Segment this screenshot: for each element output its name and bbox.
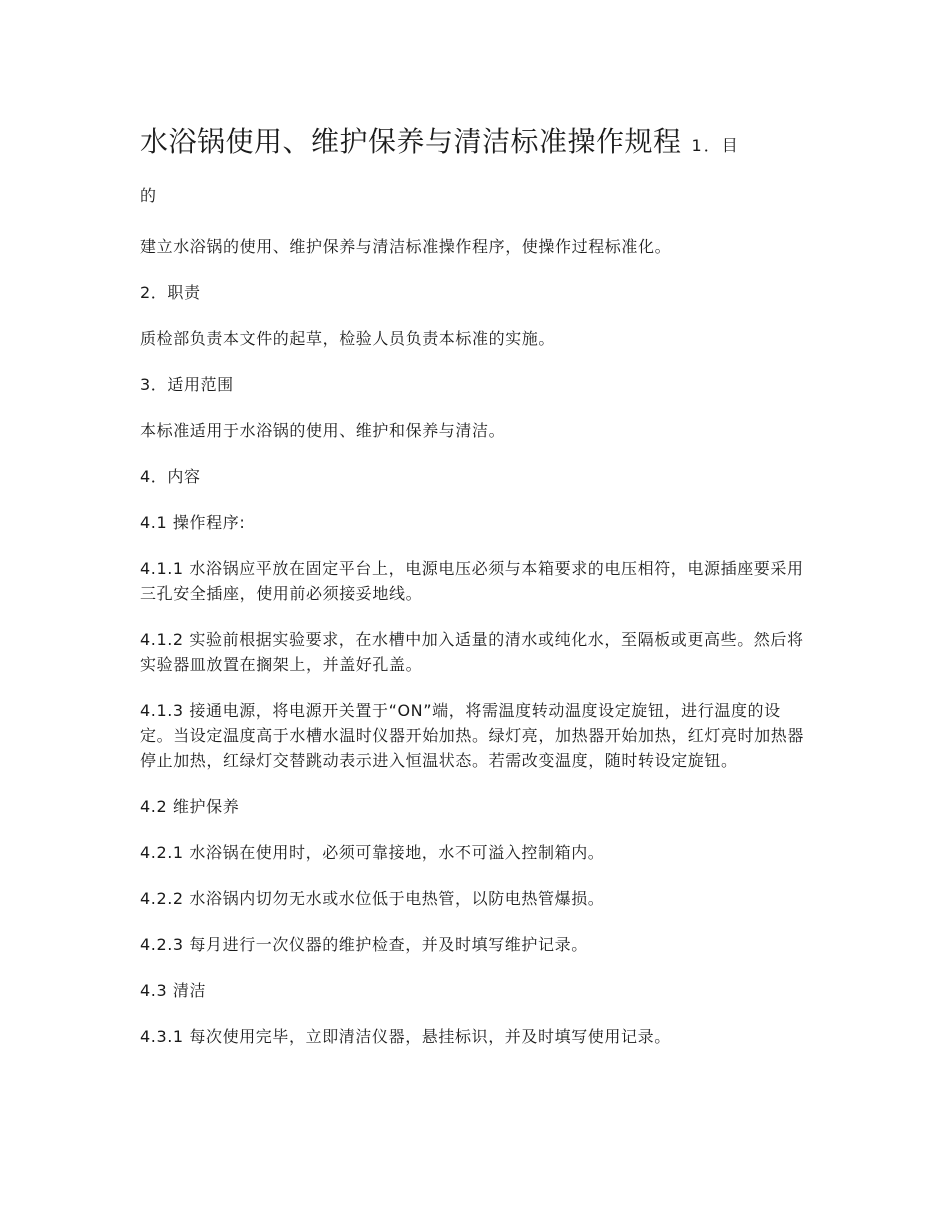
item-4-2-1: 4.2.1 水浴锅在使用时，必须可靠接地，水不可溢入控制箱内。 xyxy=(140,843,605,862)
item-4-2-2: 4.2.2 水浴锅内切勿无水或水位低于电热管，以防电热管爆损。 xyxy=(140,889,605,908)
section-4-1-heading: 4.1 操作程序: xyxy=(140,513,246,532)
scope-text: 本标准适用于水浴锅的使用、维护和保养与清洁。 xyxy=(140,421,506,440)
item-4-1-2: 4.1.2 实验前根据实验要求，在水槽中加入适量的清水或纯化水，至隔板或更高些。然后将实验器皿放置在搁架上，并盖好孔盖。 xyxy=(140,630,804,674)
responsibility-text: 质检部负责本文件的起草，检验人员负责本标准的实施。 xyxy=(140,329,556,348)
section-4-3-heading: 4.3 清洁 xyxy=(140,981,207,1000)
section-4-heading: 4．内容 xyxy=(140,467,201,486)
title-line xyxy=(140,120,810,166)
section-4-2-heading: 4.2 维护保养 xyxy=(140,797,240,816)
document-title: 水浴锅使用、维护保养与清洁标准操作规程 xyxy=(140,125,682,158)
document-page xyxy=(140,120,810,1070)
item-4-1-3: 4.1.3 接通电源，将电源开关置于“ON”端，将需温度转动温度设定旋钮，进行温度的设定。当设定温度高于水槽水温时仪器开始加热。绿灯亮，加热器开始加热，红灯亮时加热器停止加热，红绿灯交替跳动表示进入恒温状态。若需改变温度，随时转设定旋钮。 xyxy=(140,701,805,770)
section-1-heading-end: 的 xyxy=(140,186,157,205)
item-4-2-3: 4.2.3 每月进行一次仪器的维护检查，并及时填写维护记录。 xyxy=(140,935,588,954)
purpose-text: 建立水浴锅的使用、维护保养与清洁标准操作程序，使操作过程标准化。 xyxy=(140,237,672,256)
section-3-heading: 3．适用范围 xyxy=(140,375,234,394)
item-4-1-1: 4.1.1 水浴锅应平放在固定平台上，电源电压必须与本箱要求的电压相符，电源插座要采用三孔安全插座，使用前必须接妥地线。 xyxy=(140,559,804,603)
section-2-heading: 2．职责 xyxy=(140,283,201,302)
section-1-heading-start: 1．目 xyxy=(691,136,740,155)
item-4-3-1: 4.3.1 每次使用完毕，立即清洁仪器，悬挂标识，并及时填写使用记录。 xyxy=(140,1027,671,1046)
